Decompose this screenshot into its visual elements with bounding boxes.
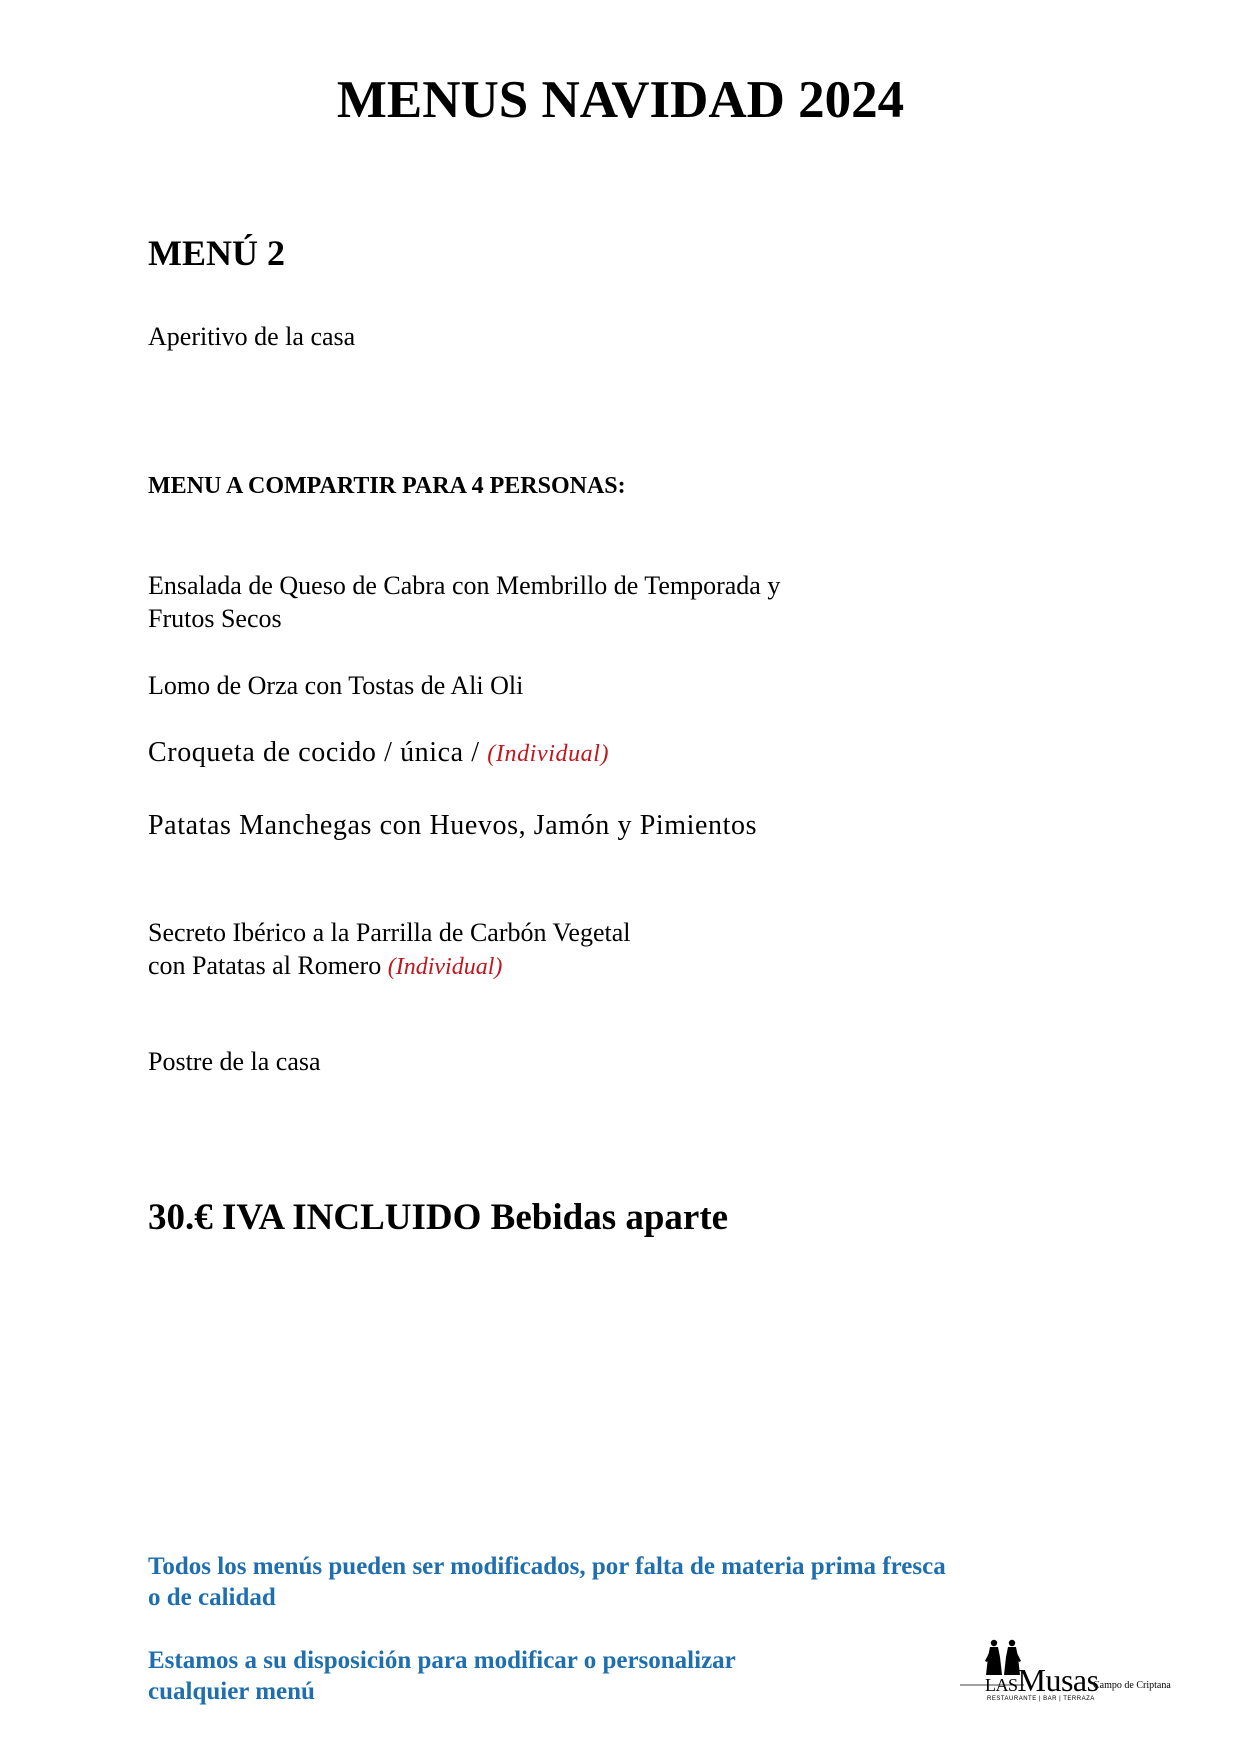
logo-place: Campo de Criptana — [1093, 1680, 1171, 1691]
dish-croqueta-text: Croqueta de cocido / única / — [148, 737, 488, 768]
dish-ensalada-line1: Ensalada de Queso de Cabra con Membrillo de Temporada y — [148, 571, 781, 600]
footer-note1-line1: Todos los menús pueden ser modificados, por falta de materia prima fresca — [148, 1553, 946, 1580]
aperitivo-line: Aperitivo de la casa — [148, 322, 356, 351]
price-line: 30.€ IVA INCLUIDO Bebidas aparte — [148, 1197, 729, 1238]
logo-wordmark — [985, 1662, 1099, 1699]
dish-croqueta — [148, 737, 609, 769]
footer-note-modifications — [148, 1551, 946, 1613]
share-heading: MENU A COMPARTIR PARA 4 PERSONAS: — [148, 473, 626, 499]
dish-secreto-note: (Individual) — [387, 954, 503, 980]
logo-word-prefix: LAS — [985, 1675, 1018, 1695]
dish-patatas: Patatas Manchegas con Huevos, Jamón y Pimientos — [148, 810, 758, 841]
dish-secreto-line2 — [148, 951, 502, 981]
menu-heading: MENÚ 2 — [148, 233, 285, 273]
dish-croqueta-note: (Individual) — [487, 741, 610, 767]
footer-note2-line1: Estamos a su disposición para modificar o personalizar — [148, 1647, 736, 1674]
dish-secreto-line1: Secreto Ibérico a la Parrilla de Carbón Vegetal — [148, 918, 631, 947]
logo-word-main: Musas — [1017, 1662, 1099, 1698]
page-title: MENUS NAVIDAD 2024 — [336, 71, 905, 129]
dish-ensalada-line2: Frutos Secos — [148, 604, 282, 633]
dish-postre: Postre de la casa — [148, 1047, 321, 1076]
dish-secreto-text: con Patatas al Romero — [148, 951, 388, 980]
dish-lomo: Lomo de Orza con Tostas de Ali Oli — [148, 671, 524, 700]
logo-subtitle: RESTAURANTE | BAR | TERRAZA — [987, 1696, 1095, 1702]
footer-note1-line2: o de calidad — [148, 1584, 276, 1611]
footer-note-personalize — [148, 1645, 736, 1707]
footer-note2-line2: cualquier menú — [148, 1678, 315, 1705]
